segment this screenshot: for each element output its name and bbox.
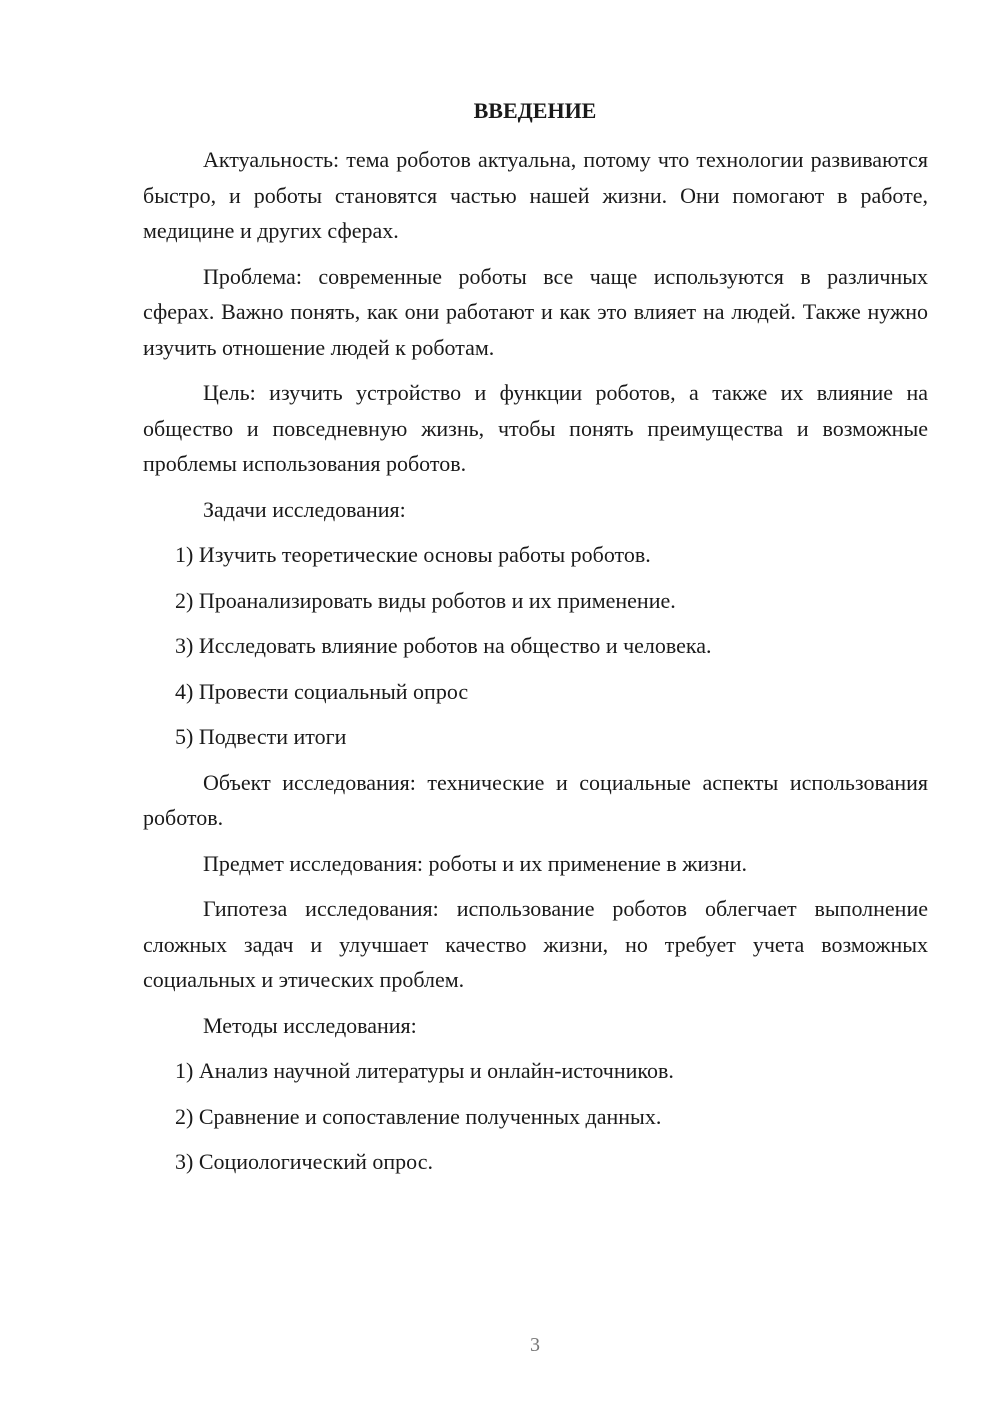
- relevance-paragraph: Актуальность: тема роботов актуальна, потому что технологии развиваются быстро, и роботы становятся частью нашей жизни. Они помогают в работе, медицине и других сферах.: [143, 147, 928, 243]
- list-item: 1) Изучить теоретические основы работы роботов.: [175, 542, 651, 567]
- list-item: 2) Сравнение и сопоставление полученных данных.: [175, 1103, 662, 1129]
- subject-paragraph: Предмет исследования: роботы и их применение в жизни.: [203, 850, 747, 876]
- hypothesis-paragraph: Гипотеза исследования: использование роботов облегчает выполнение сложных задач и улучшает качество жизни, но требует учета возможных социальных и этических проблем.: [143, 896, 928, 992]
- section-heading: ВВЕДЕНИЕ: [473, 98, 597, 123]
- page-number: 3: [530, 1334, 540, 1356]
- problem-paragraph: Проблема: современные роботы все чаще используются в различных сферах. Важно понять, как они работают и как это влияет на людей. Также нужно изучить отношение людей к роботам.: [143, 263, 928, 360]
- list-item: 5) Подвести итоги: [175, 724, 347, 749]
- list-item: 3) Социологический опрос.: [175, 1149, 433, 1174]
- list-item: 3) Исследовать влияние роботов на общество и человека.: [175, 633, 712, 658]
- tasks-list: [143, 537, 928, 755]
- list-item: 2) Проанализировать виды роботов и их применение.: [175, 587, 676, 613]
- tasks-title: Задачи исследования:: [203, 496, 406, 522]
- body-text: [143, 142, 928, 1190]
- list-item: 1) Анализ научной литературы и онлайн-источников.: [175, 1058, 674, 1083]
- methods-list: [143, 1053, 928, 1180]
- methods-title: Методы исследования:: [203, 1012, 417, 1038]
- object-paragraph: Объект исследования: технические и социальные аспекты использования роботов.: [143, 769, 928, 830]
- goal-paragraph: Цель: изучить устройство и функции роботов, а также их влияние на общество и повседневную жизнь, чтобы понять преимущества и возможные проблемы использования роботов.: [143, 380, 928, 476]
- list-item: 4) Провести социальный опрос: [175, 678, 469, 704]
